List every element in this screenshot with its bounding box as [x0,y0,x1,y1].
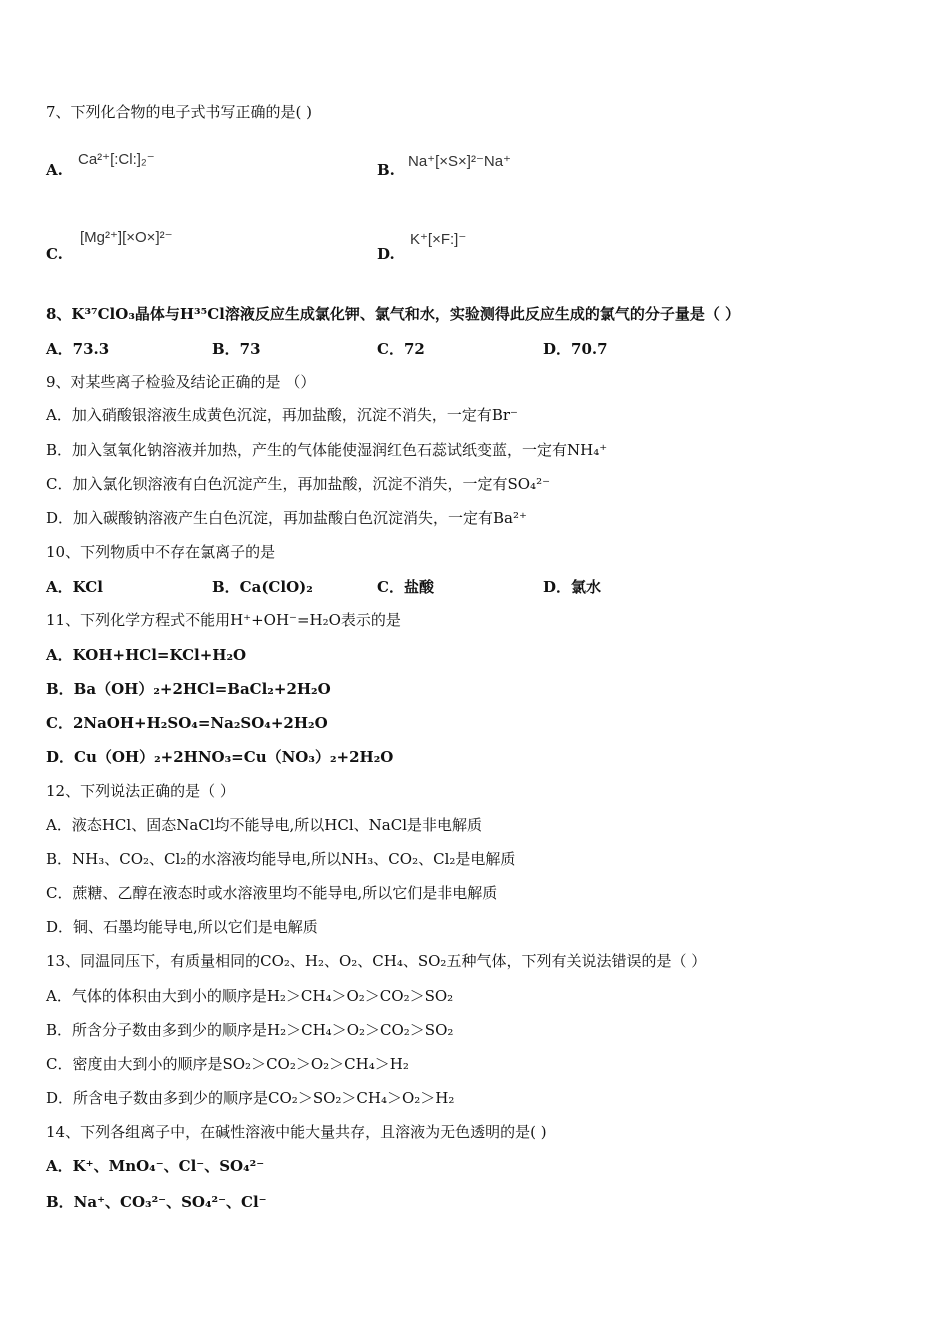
q10-option-b: B．Ca(ClO)₂ [212,578,313,596]
q11-option-a: A．KOH+HCl=KCl+H₂O [46,646,247,664]
q13-option-a: A．气体的体积由大到小的顺序是H₂＞CH₄＞O₂＞CO₂＞SO₂ [46,987,454,1005]
q13-option-b: B．所含分子数由多到少的顺序是H₂＞CH₄＞O₂＞CO₂＞SO₂ [46,1021,454,1039]
q8-option-b: B．73 [212,340,261,358]
q12-option-b: B．NH₃、CO₂、Cl₂的水溶液均能导电,所以NH₃、CO₂、Cl₂是电解质 [46,850,516,868]
q10-option-a: A．KCl [46,578,103,596]
q13-option-d: D．所含电子数由多到少的顺序是CO₂＞SO₂＞CH₄＞O₂＞H₂ [46,1089,455,1107]
q8-option-a: A．73.3 [46,340,110,358]
q7-stem: 7、下列化合物的电子式书写正确的是( ) [46,103,313,121]
q8-option-d: D．70.7 [543,340,608,358]
q10-option-d: D．氯水 [543,578,602,596]
q7-option-b-label: B. [377,161,395,179]
q9-option-a: A．加入硝酸银溶液生成黄色沉淀，再加盐酸，沉淀不消失，一定有Br⁻ [46,406,518,424]
q13-option-c: C．密度由大到小的顺序是SO₂＞CO₂＞O₂＞CH₄＞H₂ [46,1055,409,1073]
q9-option-c: C．加入氯化钡溶液有白色沉淀产生，再加盐酸，沉淀不消失，一定有SO₄²⁻ [46,475,550,493]
q10-option-c: C．盐酸 [377,578,434,596]
q11-option-b: B．Ba（OH）₂+2HCl=BaCl₂+2H₂O [46,680,331,698]
q12-stem: 12、下列说法正确的是（ ） [46,782,235,800]
q7-option-c-formula: [Mg²⁺][×O×]²⁻ [80,229,173,246]
q14-stem: 14、下列各组离子中，在碱性溶液中能大量共存，且溶液为无色透明的是( ) [46,1123,547,1141]
q7-option-a-formula: Ca²⁺[:Cl:]₂⁻ [78,151,155,168]
q7-option-c-label: C. [46,245,63,263]
q7-option-a-label: A. [46,161,63,179]
q12-option-c: C．蔗糖、乙醇在液态时或水溶液里均不能导电,所以它们是非电解质 [46,884,498,902]
q11-stem: 11、下列化学方程式不能用H⁺+OH⁻=H₂O表示的是 [46,611,401,629]
q11-option-c: C．2NaOH+H₂SO₄=Na₂SO₄+2H₂O [46,714,328,732]
q8-option-c: C．72 [377,340,425,358]
q13-stem: 13、同温同压下，有质量相同的CO₂、H₂、O₂、CH₄、SO₂五种气体，下列有关说法错误的是（ ） [46,952,707,970]
q8-stem: 8、K³⁷ClO₃晶体与H³⁵Cl溶液反应生成氯化钾、氯气和水，实验测得此反应生成的氯气的分子量是（ ） [46,305,741,323]
q11-option-d: D．Cu（OH）₂+2HNO₃=Cu（NO₃）₂+2H₂O [46,748,394,766]
q7-option-d-label: D. [377,245,395,263]
q9-option-b: B．加入氢氧化钠溶液并加热，产生的气体能使湿润红色石蕊试纸变蓝，一定有NH₄⁺ [46,441,608,459]
q7-option-d-formula: K⁺[×F:]⁻ [410,231,467,248]
q10-stem: 10、下列物质中不存在氯离子的是 [46,543,276,561]
q9-option-d: D．加入碳酸钠溶液产生白色沉淀，再加盐酸白色沉淀消失，一定有Ba²⁺ [46,509,527,527]
q12-option-a: A．液态HCl、固态NaCl均不能导电,所以HCl、NaCl是非电解质 [46,816,482,834]
q9-stem: 9、对某些离子检验及结论正确的是 （） [46,373,316,391]
q14-option-b: B．Na⁺、CO₃²⁻、SO₄²⁻、Cl⁻ [46,1193,267,1211]
q14-option-a: A．K⁺、MnO₄⁻、Cl⁻、SO₄²⁻ [46,1157,265,1175]
q7-option-b-formula: Na⁺[×S×]²⁻Na⁺ [408,153,511,170]
q12-option-d: D．铜、石墨均能导电,所以它们是电解质 [46,918,318,936]
